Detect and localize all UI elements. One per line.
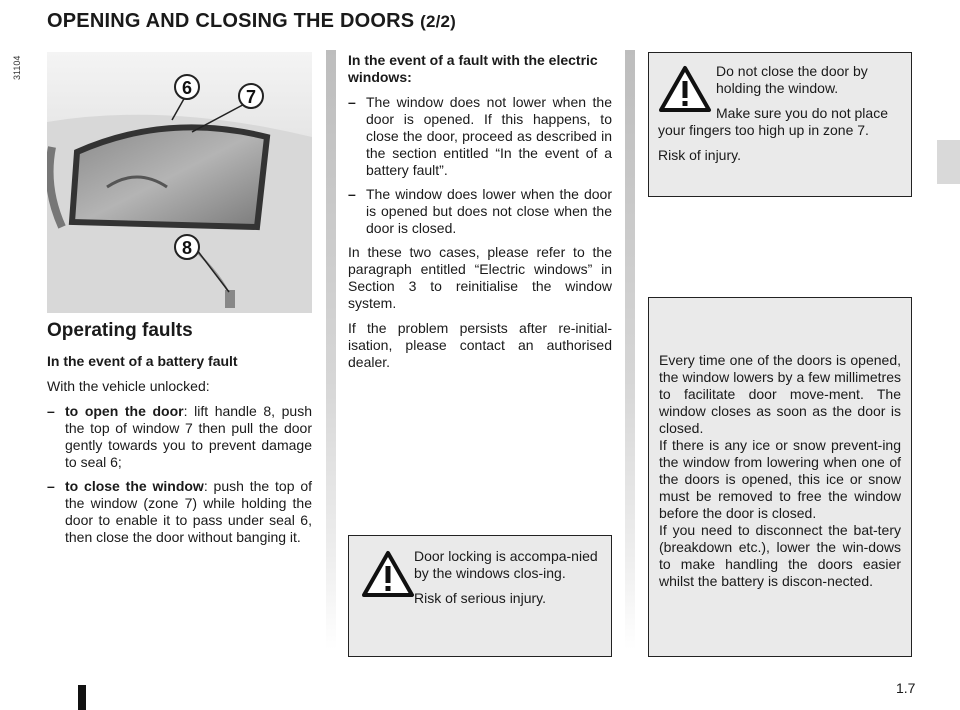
title-text: OPENING AND CLOSING THE DOORS (47, 10, 415, 32)
section-heading: Operating faults (47, 320, 193, 341)
page-number: 1.7 (896, 680, 916, 696)
list-item: – to open the door: lift handle 8, push the top of window 7 then pull the door gently towards you to prevent damage to seal 6; (47, 403, 312, 470)
warning-box-top (648, 52, 912, 197)
callout-7: 7 (245, 87, 257, 107)
warning-box-bottom (348, 535, 612, 657)
info-text-3: If you need to disconnect the bat-tery (breakdown etc.), lower the win-dows to make handling the doors easier whilst the battery is discon-nected. (659, 522, 901, 589)
fault-item-1: The window does not lower when the door is opened. If this happens, to close the door, proceed as described in the section entitled “In the event of a battery fault”. (366, 94, 612, 178)
close-window-text: : push the top of the window (zone 7) while holding the door to enable it to pass under seal 6, then close the door without banging it. (65, 478, 312, 545)
warning-text-2: Make sure you do not place your fingers too high up in zone 7. (658, 105, 888, 138)
page-marker (78, 685, 86, 710)
column-divider-right (625, 50, 635, 650)
window-fault-heading: In the event of a fault with the electric windows: (348, 52, 598, 85)
battery-fault-heading: In the event of a battery fault (47, 353, 238, 369)
warning-text-1: Do not close the door by holding the window. (716, 63, 868, 96)
warning-text-3: Risk of injury. (658, 147, 741, 163)
list-item: – The window does not lower when the door is opened. If this happens, to close the door, proceed as described in the section entitled “In the event of a battery fault”. (348, 94, 612, 178)
reinitialise-text: In these two cases, please refer to the paragraph entitled “Electric windows” in Section 3 to reinitialise the window system. (348, 244, 612, 311)
close-window-label: to close the window (65, 478, 204, 494)
middle-column (348, 52, 612, 379)
warning-triangle-icon (658, 65, 712, 113)
open-door-label: to open the door (65, 403, 184, 419)
dealer-text: If the problem persists after re-initial-isation, please contact an authorised dealer. (348, 320, 612, 370)
callout-8: 8 (181, 238, 193, 258)
open-door-text: : lift handle 8, push the top of window 7 then pull the door gently towards you to prevent damage to seal 6; (65, 403, 312, 470)
unlocked-text: With the vehicle unlocked: (47, 378, 210, 394)
info-box (648, 297, 912, 657)
fault-item-2: The window does lower when the door is opened but does not close when the door is closed. (366, 186, 612, 236)
left-column (47, 322, 312, 553)
figure-code: 31104 (12, 55, 22, 80)
warning-triangle-icon (361, 550, 415, 598)
section-tab (937, 140, 960, 184)
page-title (47, 10, 456, 33)
serious-injury-text: Risk of serious injury. (414, 590, 547, 606)
callout-6: 6 (181, 78, 193, 98)
door-photo (47, 52, 312, 313)
info-text-2: If there is any ice or snow prevent-ing the window from lowering when one of the doors is opened, this ice or snow must be removed to free the window before the door is closed. (659, 437, 901, 521)
info-text-1: Every time one of the doors is opened, the window lowers by a few millimetres to facilitate door move-ment. The window closes as soon as the door is closed. (659, 352, 901, 436)
list-item: – The window does lower when the door is opened but does not close when the door is closed. (348, 186, 612, 236)
list-item: – to close the window: push the top of the window (zone 7) while holding the door to enable it to pass under seal 6, then close the door without banging it. (47, 478, 312, 545)
locking-warning-text: Door locking is accompa-nied by the windows clos-ing. (414, 548, 598, 581)
title-part: (2/2) (420, 12, 457, 31)
car-door-illustration (47, 52, 312, 313)
column-divider-left (326, 50, 336, 650)
